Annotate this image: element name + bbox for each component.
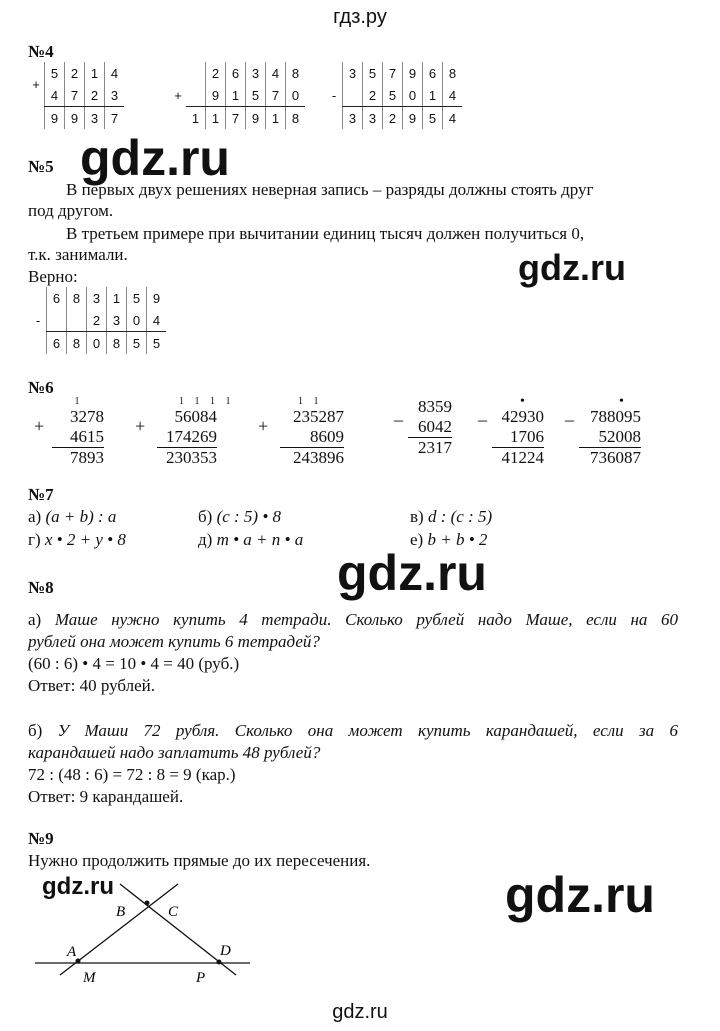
borrow-dot: • — [520, 394, 529, 409]
plus-sign: + — [135, 416, 146, 436]
digit: 6 — [226, 62, 246, 84]
digit: 9 — [45, 107, 65, 130]
ex4-grid-3 — [326, 62, 462, 129]
label-d: D — [220, 943, 231, 959]
watermark: gdz.ru — [42, 873, 114, 900]
carry-marks: 1 — [74, 396, 84, 407]
digit: 5 — [363, 62, 383, 84]
carry-marks: 1 1 — [298, 396, 323, 407]
site-header: гдз.ру — [333, 6, 387, 28]
result: 736087 — [590, 448, 641, 467]
digit: 6 — [47, 332, 67, 355]
digit: 7 — [65, 84, 85, 107]
expression-a: а) (a + b) : a — [28, 507, 117, 526]
solution-b: 72 : (48 : 6) = 72 : 8 = 9 (кар.) — [28, 765, 236, 784]
column-diff — [478, 394, 558, 468]
carry-marks: 1 1 1 1 — [179, 396, 235, 407]
ex4-grid-2 — [170, 62, 305, 129]
operand-b: 174269 — [157, 427, 217, 448]
digit: 3 — [246, 62, 266, 84]
digit: 5 — [383, 84, 403, 107]
digit: 2 — [206, 62, 226, 84]
problem-b-line-2: карандашей надо заплатить 48 рублей? — [28, 743, 321, 762]
minus-sign: _ — [394, 403, 403, 423]
digit: 4 — [105, 62, 125, 84]
operand-a: 42930 — [501, 407, 544, 426]
digit: 8 — [286, 107, 306, 130]
ex5-paragraph-2a: В третьем примере при вычитании единиц тысяч должен получиться 0, — [66, 224, 585, 243]
operand-a: 3278 — [70, 407, 104, 426]
digit: 6 — [47, 287, 67, 309]
exercise-4-title: №4 — [28, 42, 54, 61]
expression-b: б) (c : 5) • 8 — [198, 507, 282, 526]
watermark: gdz.ru — [518, 247, 626, 288]
digit: 1 — [206, 107, 226, 130]
label-a: A — [67, 944, 77, 960]
watermark: gdz.ru — [337, 545, 487, 601]
result: 41224 — [501, 448, 544, 467]
digit: 8 — [67, 287, 87, 309]
digit: 7 — [226, 107, 246, 130]
digit: 7 — [383, 62, 403, 84]
problem-a-line-1: а) Маше нужно купить 4 тетради. Сколько рублей надо Маше, если на 60 — [28, 610, 678, 629]
minus-sign: _ — [478, 403, 487, 423]
column-diff — [565, 394, 655, 468]
operand-b: 1706 — [492, 427, 544, 448]
digit: 4 — [147, 309, 167, 332]
exercise-9-title: №9 — [28, 829, 54, 848]
digit: 9 — [403, 107, 423, 130]
digit: 7 — [266, 84, 286, 107]
result: 243896 — [293, 448, 344, 467]
digit: 0 — [127, 309, 147, 332]
expression-c: в) d : (c : 5) — [410, 507, 493, 526]
digit: 4 — [45, 84, 65, 107]
digit: 0 — [87, 332, 107, 355]
digit — [47, 309, 67, 332]
problem-b-line-1: б) У Маши 72 рубля. Сколько она может купить карандашей, если за 6 — [28, 721, 678, 740]
label-m: M — [83, 970, 96, 986]
digit: 1 — [266, 107, 286, 130]
plus-sign: + — [258, 416, 269, 436]
digit: 3 — [105, 84, 125, 107]
digit: 8 — [286, 62, 306, 84]
ex5-grid — [30, 287, 166, 354]
expression-d: г) x • 2 + y • 8 — [28, 530, 126, 549]
digit: 1 — [107, 287, 127, 309]
operand-b: 8609 — [280, 427, 344, 448]
problem-a-line-2: рублей она может купить 6 тетрадей? — [28, 632, 320, 651]
borrow-dot: • — [619, 394, 628, 409]
operand-b: 52008 — [579, 427, 641, 448]
digit: 1 — [85, 62, 105, 84]
digit: 0 — [286, 84, 306, 107]
plus-sign: + — [32, 76, 40, 92]
column-sum — [135, 397, 245, 468]
digit: 7 — [105, 107, 125, 130]
digit: 1 — [423, 84, 443, 107]
digit: 3 — [107, 309, 127, 332]
exercise-7-title: №7 — [28, 485, 54, 504]
digit: 9 — [246, 107, 266, 130]
digit: 2 — [363, 84, 383, 107]
digit: 2 — [65, 62, 85, 84]
digit: 0 — [403, 84, 423, 107]
exercise-5-title: №5 — [28, 157, 54, 176]
operand-a: 788095 — [590, 407, 641, 426]
exercise-8-title: №8 — [28, 578, 54, 597]
digit: 5 — [127, 287, 147, 309]
point-d — [217, 960, 222, 965]
digit: 4 — [443, 107, 463, 130]
digit: 2 — [85, 84, 105, 107]
digit: 1 — [226, 84, 246, 107]
minus-sign: - — [35, 312, 41, 328]
expression-f: е) b + b • 2 — [410, 530, 488, 549]
result: 7893 — [70, 448, 104, 467]
digit: 1 — [191, 110, 200, 126]
digit: 5 — [127, 332, 147, 355]
answer-b: Ответ: 9 карандашей. — [28, 787, 184, 806]
site-footer: gdz.ru — [332, 1001, 388, 1023]
digit: 3 — [343, 62, 363, 84]
digit: 9 — [206, 84, 226, 107]
digit: 5 — [246, 84, 266, 107]
digit: 2 — [383, 107, 403, 130]
result: 2317 — [418, 438, 452, 457]
ex5-paragraph-1b: под другом. — [28, 201, 114, 220]
ex9-text: Нужно продолжить прямые до их пересечения. — [28, 851, 371, 870]
plus-sign: + — [174, 87, 182, 103]
digit: 2 — [87, 309, 107, 332]
column-sum — [258, 397, 368, 468]
watermark: gdz.ru — [505, 867, 655, 923]
exercise-6-title: №6 — [28, 378, 54, 397]
digit: 4 — [266, 62, 286, 84]
digit: 5 — [45, 62, 65, 84]
digit: 8 — [443, 62, 463, 84]
minus-sign: - — [331, 87, 337, 103]
digit: 9 — [65, 107, 85, 130]
operand-b: 6042 — [408, 417, 452, 438]
answer-a: Ответ: 40 рублей. — [28, 676, 155, 695]
operand-a: 235287 — [293, 407, 344, 426]
digit: 5 — [423, 107, 443, 130]
plus-sign: + — [34, 416, 45, 436]
operand-b: 4615 — [52, 427, 104, 448]
label-c: C — [168, 904, 179, 920]
ex5-label-correct: Верно: — [28, 267, 78, 286]
point-a — [76, 959, 81, 964]
digit: 3 — [343, 107, 363, 130]
label-p: P — [196, 970, 206, 986]
operand-a: 56084 — [174, 407, 217, 426]
operand-a: 8359 — [418, 397, 452, 416]
digit: 3 — [363, 107, 383, 130]
column-sum — [34, 397, 124, 468]
lines-figure — [0, 870, 300, 990]
label-b: B — [116, 904, 126, 920]
ex5-paragraph-2b: т.к. занимали. — [28, 245, 128, 264]
intersection-point — [145, 901, 150, 906]
ex5-paragraph-1a: В первых двух решениях неверная запись – разряды должны стоять друг — [66, 180, 594, 199]
digit: 8 — [107, 332, 127, 355]
column-diff — [394, 397, 464, 458]
minus-sign: _ — [565, 403, 574, 423]
digit: 9 — [147, 287, 167, 309]
digit: 3 — [87, 287, 107, 309]
watermark: gdz.ru — [80, 130, 230, 186]
digit: 3 — [85, 107, 105, 130]
digit — [67, 309, 87, 332]
digit: 4 — [443, 84, 463, 107]
digit: 8 — [67, 332, 87, 355]
solution-a: (60 : 6) • 4 = 10 • 4 = 40 (руб.) — [28, 654, 240, 673]
digit: 9 — [403, 62, 423, 84]
digit — [343, 84, 363, 107]
result: 230353 — [166, 448, 217, 467]
digit: 6 — [423, 62, 443, 84]
ex4-grid-1 — [28, 62, 124, 129]
expression-e: д) m • a + n • a — [198, 530, 304, 549]
digit: 5 — [147, 332, 167, 355]
